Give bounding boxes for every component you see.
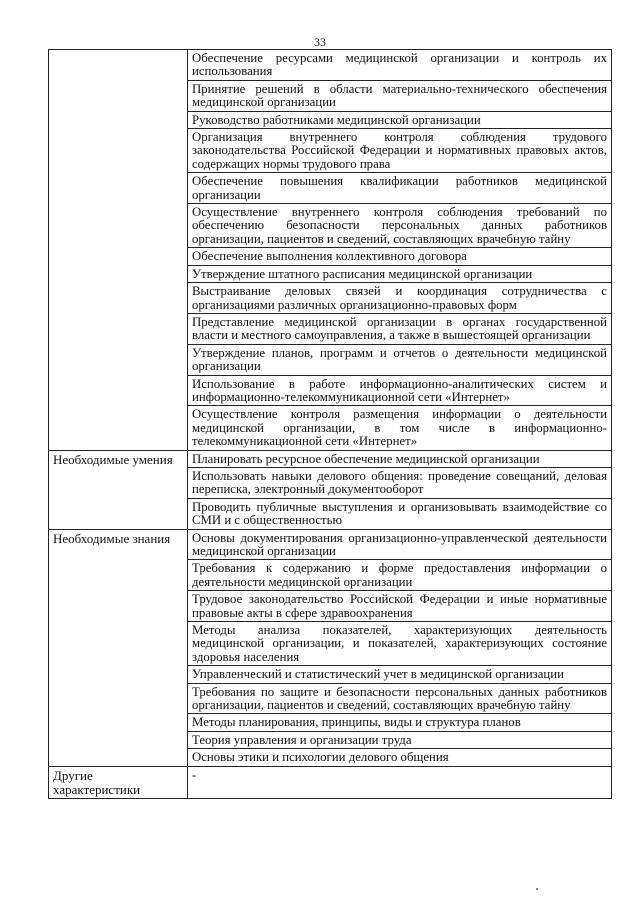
text-line: информационно-телекоммуникационной сети «Интернет» (192, 389, 510, 404)
text-line: Использовать навыки делового общения: проведение совещаний, деловая (192, 468, 607, 483)
row-text (188, 375, 612, 406)
page-number: 33 (314, 35, 326, 49)
table-body (49, 50, 612, 799)
text-line: медицинской организации, и показателей, характеризующих состояние (192, 636, 607, 651)
text-line: обеспечению безопасности персональных данных работников (192, 218, 607, 233)
text-line: правовые акты в сфере здравоохранения (192, 605, 413, 620)
row-label: Другие характеристики (49, 766, 188, 798)
text-line: Теория управления и организации труда (192, 732, 412, 747)
text-line: Организация внутреннего контроля соблюдения трудового (192, 130, 607, 145)
row-text (188, 622, 612, 666)
text-line: переписка, электронный документооборот (192, 482, 424, 497)
text-line: Обеспечение повышения квалификации работников медицинской (192, 174, 607, 189)
row-text (188, 313, 612, 344)
row-text (188, 173, 612, 204)
row-text (188, 283, 612, 314)
scan-speck (536, 888, 538, 890)
text-line: телекоммуникационной сети «Интернет» (192, 434, 418, 449)
text-line: Основы документирования организационно-управленческой деятельности (192, 530, 607, 545)
row-label: Необходимые умения (49, 450, 188, 529)
text-line: Управленческий и статистический учет в медицинской организации (192, 667, 564, 682)
text-line: Основы этики и психологии делового общения (192, 750, 449, 765)
row-text (188, 129, 612, 173)
row-text (188, 560, 612, 591)
text-line: Выстраивание деловых связей и координация сотрудничества с (192, 284, 607, 299)
text-line: использования (192, 64, 273, 79)
text-line: организации, пациентов и сведений, составляющих врачебную тайну (192, 231, 571, 246)
table-row (49, 450, 612, 467)
text-line: организации, пациентов и сведений, составляющих врачебную тайну (192, 698, 571, 713)
row-text (188, 529, 612, 560)
row-text (188, 683, 612, 714)
text-line: СМИ и с общественностью (192, 513, 343, 528)
table-row (49, 529, 612, 560)
row-text (188, 498, 612, 529)
text-line: содержащих нормы трудового права (192, 156, 391, 171)
text-line: Проводить публичные выступления и организовывать взаимодействие со (192, 499, 607, 514)
row-text (188, 248, 612, 265)
text-line: медицинской организации (192, 544, 336, 558)
text-line: власти и местного самоуправления, а также в вышестоящей организации (192, 328, 591, 343)
row-text (188, 204, 612, 248)
row-label: Необходимые знания (49, 529, 188, 766)
text-line: организации (192, 187, 261, 202)
row-text (188, 80, 612, 111)
row-text (188, 406, 612, 450)
row-text (188, 731, 612, 748)
text-line: Обеспечение выполнения коллективного договора (192, 249, 467, 264)
row-text (188, 766, 612, 798)
text-line: деятельности медицинской организации (192, 574, 413, 589)
text-line: Методы планирования, принципы, виды и структура планов (192, 715, 521, 730)
row-text (188, 344, 612, 375)
row-text (188, 50, 612, 81)
table-row (49, 50, 612, 81)
text-line: Требования к содержанию и форме предоставления информации о (192, 561, 607, 576)
text-line: законодательства Российской Федерации и нормативных правовых актов, (192, 143, 607, 158)
row-text (188, 111, 612, 128)
text-line: Руководство работниками медицинской организации (192, 112, 481, 127)
text-line: Осуществление внутреннего контроля соблюдения требований по (192, 205, 607, 220)
text-line: Обеспечение ресурсами медицинской организации и контроль их (192, 51, 607, 65)
row-text (188, 450, 612, 467)
text-line: организации (192, 359, 261, 374)
text-line: медицинской организации, в том числе в информационно- (192, 420, 607, 435)
row-text (188, 265, 612, 282)
text-line: Утверждение штатного расписания медицинской организации (192, 266, 533, 281)
text-line: медицинской организации (192, 95, 336, 110)
table-row (49, 766, 612, 798)
text-line: - (192, 767, 197, 782)
text-line: Трудовое законодательство Российской Федерации и иные нормативные (192, 592, 607, 607)
text-line: Утверждение планов, программ и отчетов о деятельности медицинской (192, 345, 607, 360)
text-line: Представление медицинской организации в органах государственной (192, 314, 607, 329)
text-line: Методы анализа показателей, характеризующих деятельность (192, 623, 607, 638)
row-text (188, 666, 612, 683)
text-line: здоровья населения (192, 649, 300, 664)
text-line: организациями различных организационно-правовых форм (192, 297, 517, 312)
text-line: Использование в работе информационно-аналитических систем и (192, 376, 607, 391)
row-label (49, 50, 188, 451)
row-text (188, 467, 612, 498)
text-line: Требования по защите и безопасности персональных данных работников (192, 684, 607, 699)
text-line: Принятие решений в области материально-технического обеспечения (192, 81, 607, 96)
text-line: Планировать ресурсное обеспечение медицинской организации (192, 451, 540, 466)
qualification-requirements-table (48, 49, 612, 799)
row-text (188, 714, 612, 731)
row-text (188, 591, 612, 622)
row-text (188, 749, 612, 766)
text-line: Осуществление контроля размещения информации о деятельности (192, 407, 607, 422)
